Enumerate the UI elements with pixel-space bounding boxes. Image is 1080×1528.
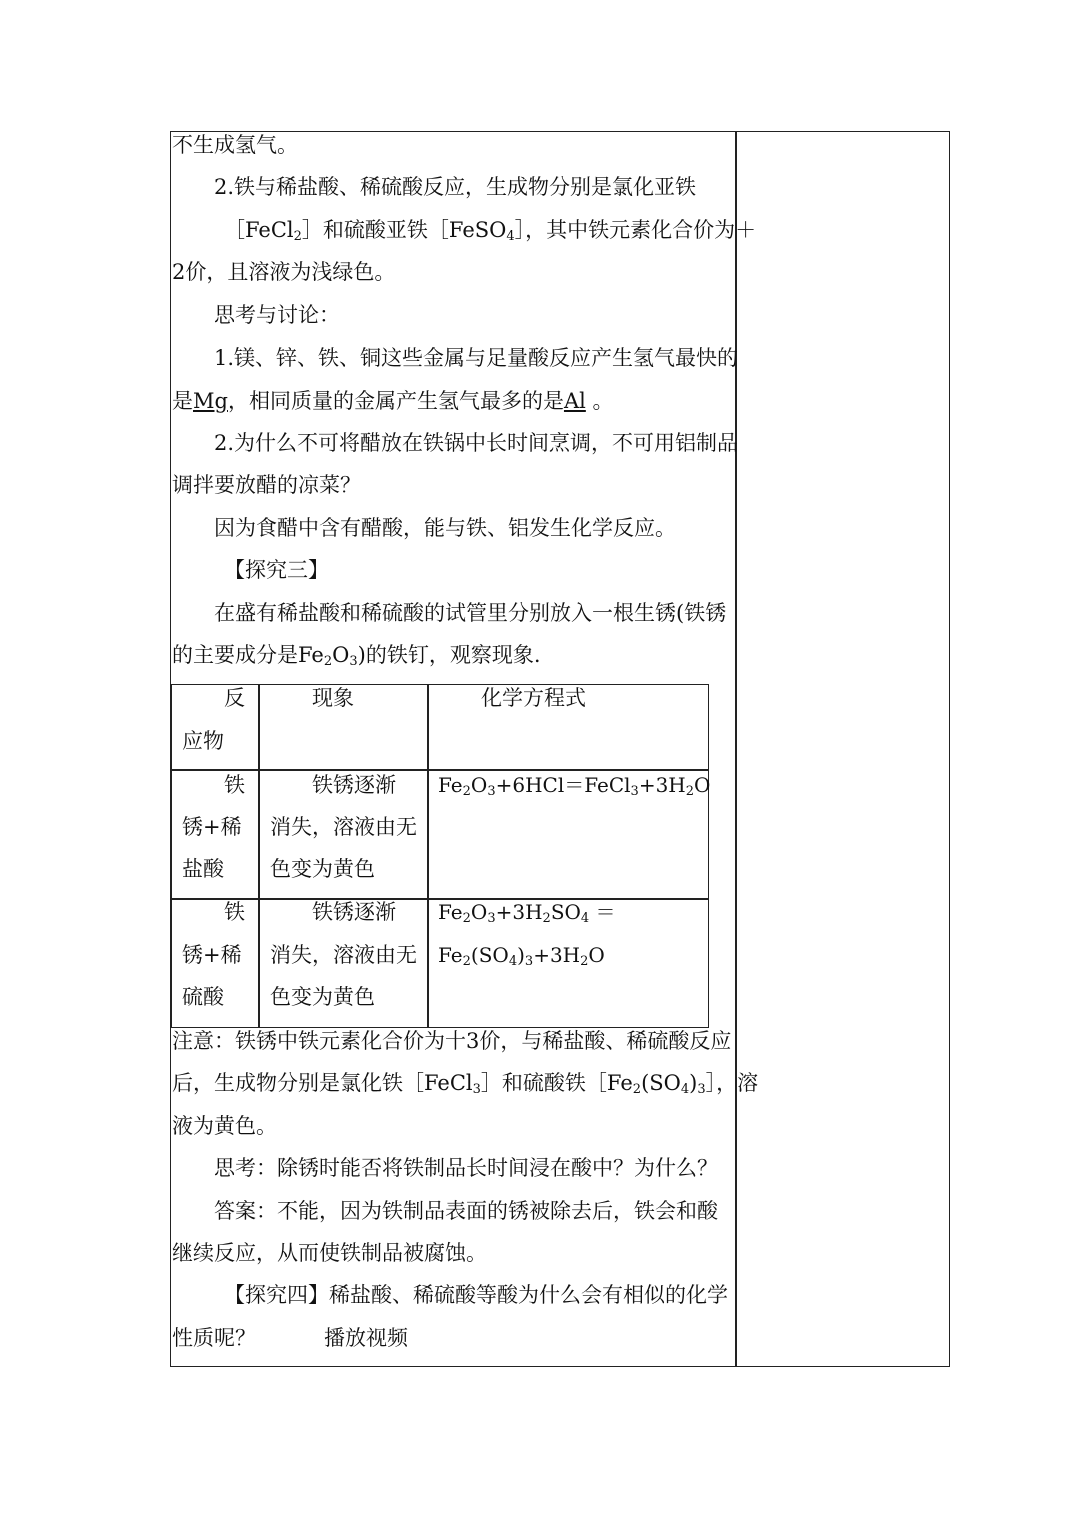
text-line: 在盛有稀盐酸和稀硫酸的试管里分别放入一根生锈(铁锈	[214, 601, 727, 625]
cell-equation: $Fe_2(SO_4)_3+3H_2O$	[438, 943, 605, 969]
text-line: 2价，且溶液为浅绿色。	[172, 260, 396, 284]
section-heading: 【探究四】稀盐酸、稀硫酸等酸为什么会有相似的化学	[224, 1283, 728, 1307]
cell-reactant: 铁	[224, 773, 245, 797]
text-line: 是Mg，相同质量的金属产生氢气最多的是Al 。	[172, 389, 614, 413]
cell-equation: $Fe_2O_3+3H_2SO_4$ ＝	[438, 900, 616, 926]
cell-equation: $Fe_2O_3+6HCl=FeCl_3+3H_2O$	[438, 773, 711, 799]
text-line: ［FeCl$_2$］和硫酸亚铁［FeSO$_4$］，其中铁元素化合价为＋	[224, 218, 757, 244]
text-line: 后，生成物分别是氯化铁［FeCl$_3$］和硫酸铁$[Fe_2(SO_4)_3$ ］，溶	[172, 1071, 759, 1097]
cell-phenomenon: 铁锈逐渐	[312, 900, 396, 924]
cell-phenomenon: 消失，溶液由无	[270, 815, 417, 839]
text-line: 液为黄色。	[172, 1114, 277, 1138]
play-video-text: 播放视频	[324, 1326, 408, 1350]
table-rule	[427, 684, 429, 1028]
cell-phenomenon: 色变为黄色	[270, 857, 375, 881]
text-line: 不生成氢气。	[172, 133, 298, 157]
cell-phenomenon: 色变为黄色	[270, 985, 375, 1009]
section-heading: 【探究三】	[224, 558, 329, 582]
cell-reactant: 硫酸	[182, 985, 224, 1009]
cell-reactant: 锈+稀	[182, 943, 242, 967]
text-line: 注意：铁锈中铁元素化合价为十3价，与稀盐酸、稀硫酸反应	[172, 1029, 732, 1053]
text-line: 1.镁、锌、铁、铜这些金属与足量酸反应产生氢气最快的	[214, 346, 739, 370]
text-line: 2.铁与稀盐酸、稀硫酸反应，生成物分别是氯化亚铁	[214, 175, 697, 199]
text-line: 的主要成分是$Fe_2O_3$)的铁钉，观察现象.	[172, 643, 541, 669]
cell-reactant: 盐酸	[182, 857, 224, 881]
text-line: 性质呢？ 播放视频	[172, 1326, 408, 1350]
answer-mg: Mg	[193, 389, 228, 413]
cell-phenomenon: 铁锈逐渐	[312, 773, 396, 797]
text-line: 思考与讨论：	[214, 303, 340, 327]
text-line: 因为食醋中含有醋酸，能与铁、铝发生化学反应。	[214, 516, 676, 540]
header-reactant: 反	[224, 686, 245, 710]
cell-phenomenon: 消失，溶液由无	[270, 943, 417, 967]
cell-reactant: 锈+稀	[182, 815, 242, 839]
column-divider	[735, 131, 737, 1367]
text-line: 思考：除锈时能否将铁制品长时间浸在酸中？为什么？	[214, 1156, 718, 1180]
text-line: 2.为什么不可将醋放在铁锅中长时间烹调，不可用铝制品	[214, 431, 739, 455]
text-line: 调拌要放醋的凉菜？	[172, 473, 361, 497]
header-equation: 化学方程式	[481, 686, 586, 710]
text-line: 继续反应，从而使铁制品被腐蚀。	[172, 1241, 487, 1265]
header-phenomenon: 现象	[312, 686, 354, 710]
table-rule	[258, 684, 260, 1028]
cell-reactant: 铁	[224, 900, 245, 924]
answer-al: Al	[563, 389, 586, 413]
header-reactant: 应物	[182, 729, 224, 753]
text-line: 答案：不能，因为铁制品表面的锈被除去后，铁会和酸	[214, 1199, 718, 1223]
